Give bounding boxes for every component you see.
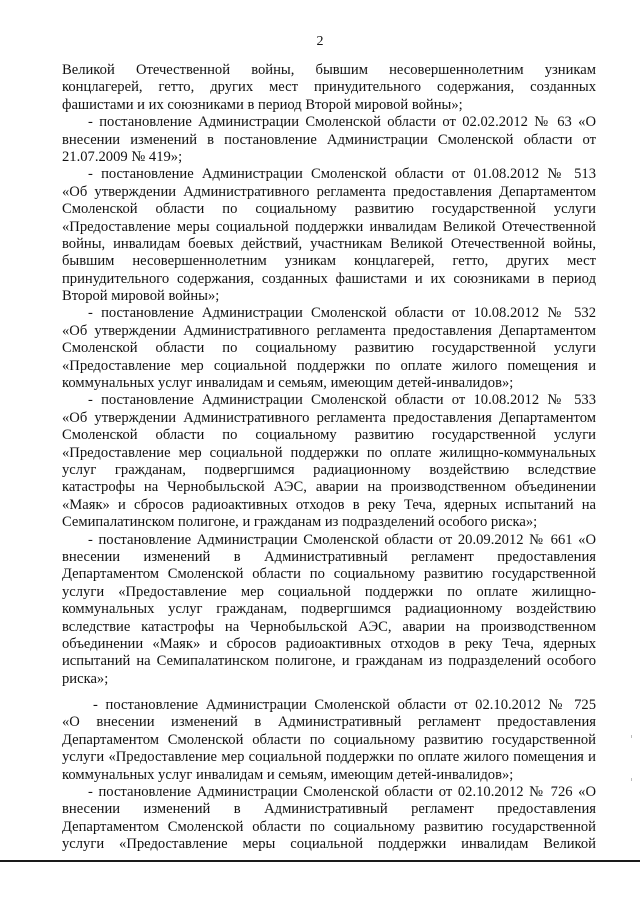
text-line: - постановление Администрации Смоленской области от 20.09.2012 № 661 «О	[88, 531, 596, 548]
text-line: «Об утверждении Административного регламента предоставления Департаментом	[62, 322, 596, 339]
text-line: «Предоставление мер социальной поддержки по оплате жилого помещения и	[62, 357, 596, 374]
text-line: - постановление Администрации Смоленской области от 01.08.2012 № 513	[88, 166, 596, 183]
text-line: внесении изменений в Административный регламент предоставления	[62, 548, 596, 565]
text-line: коммунальных услуг инвалидам и семьям, имеющим детей-инвалидов»;	[62, 766, 514, 783]
text-line: Второй мировой войны»;	[62, 288, 220, 305]
text-line: объединении «Маяк» и сбросов радиоактивных отходов в реку Теча, ядерных	[62, 635, 596, 652]
text-line: «Предоставление меры социальной поддержки инвалидам Великой Отечественной	[62, 218, 596, 235]
text-line: внесении изменений в постановление Администрации Смоленской области от	[62, 131, 596, 148]
text-line: Департаментом Смоленской области по социальному развитию государственной	[62, 731, 596, 748]
text-line: Смоленской области по социальному развитию государственной услуги	[62, 427, 596, 444]
text-line: Смоленской области по социальному развитию государственной услуги	[62, 340, 596, 357]
margin-scan-mark	[631, 778, 632, 781]
text-line: Великой Отечественной войны, бывшим несовершеннолетним узникам	[62, 62, 596, 78]
text-line: услуги «Предоставление мер социальной поддержки по оплате жилого помещения и	[62, 749, 596, 766]
text-line: Департаментом Смоленской области по социальному развитию государственной	[62, 566, 596, 583]
text-line: «О внесении изменений в Административный регламент предоставления	[62, 714, 596, 731]
paragraph-gap	[62, 688, 596, 697]
text-line: бывшим несовершеннолетним узникам концлагерей, гетто, других мест	[62, 253, 596, 270]
text-line: катастрофы на Чернобыльской АЭС, аварии на производственном объединении	[62, 479, 596, 496]
text-line: войны, инвалидам боевых действий, участникам Великой Отечественной войны,	[62, 235, 596, 252]
text-line: риска»;	[62, 670, 109, 687]
text-line: - постановление Администрации Смоленской области от 02.10.2012 № 726 «О	[88, 784, 596, 801]
text-line: услуги «Предоставление мер социальной поддержки по оплате жилищно-	[62, 583, 596, 600]
text-line: услуги «Предоставление меры социальной поддержки инвалидам Великой	[62, 836, 596, 853]
text-line: вследствие катастрофы на Чернобыльской АЭС, аварии на производственном	[62, 618, 596, 635]
text-line: «Об утверждении Административного регламента предоставления Департаментом	[62, 409, 596, 426]
text-line: - постановление Администрации Смоленской области от 02.02.2012 № 63 «О	[88, 114, 596, 131]
text-line: - постановление Администрации Смоленской области от 02.10.2012 № 725	[93, 697, 596, 714]
document-body	[62, 62, 596, 854]
text-line: - постановление Администрации Смоленской области от 10.08.2012 № 533	[88, 392, 596, 409]
text-line: Семипалатинском полигоне, и гражданам из подразделений особого риска»;	[62, 514, 538, 531]
page-number: 2	[316, 34, 324, 49]
text-line: услуг гражданам, подвергшимся радиационному воздействию вследствие	[62, 461, 596, 478]
text-line: «Предоставление мер социальной поддержки по оплате жилищно-коммунальных	[62, 444, 596, 461]
text-line: Смоленской области по социальному развитию государственной услуги	[62, 201, 596, 218]
margin-scan-mark	[631, 735, 632, 738]
text-line: концлагерей, гетто, других мест принудительного содержания, созданных	[62, 79, 596, 96]
text-line: внесении изменений в Административный регламент предоставления	[62, 801, 596, 818]
text-line: коммунальных услуг гражданам, подвергшимся радиационному воздействию	[62, 601, 596, 618]
text-line: фашистами и их союзниками в период Второй мировой войны»;	[62, 96, 463, 113]
text-line: Департаментом Смоленской области по социальному развитию государственной	[62, 818, 596, 835]
text-line: испытаний на Семипалатинском полигоне, и гражданам из подразделений особого	[62, 653, 596, 670]
text-line: принудительного содержания, созданных фашистами и их союзниками в период	[62, 270, 596, 287]
text-line: «Маяк» и сбросов радиоактивных отходов в реку Теча, ядерных испытаний на	[62, 496, 596, 513]
text-line: 21.07.2009 № 419»;	[62, 148, 183, 165]
page-bottom-border	[0, 860, 640, 862]
text-line: - постановление Администрации Смоленской области от 10.08.2012 № 532	[88, 305, 596, 322]
text-line: коммунальных услуг инвалидам и семьям, имеющим детей-инвалидов»;	[62, 375, 514, 392]
text-line: «Об утверждении Административного регламента предоставления Департаментом	[62, 183, 596, 200]
